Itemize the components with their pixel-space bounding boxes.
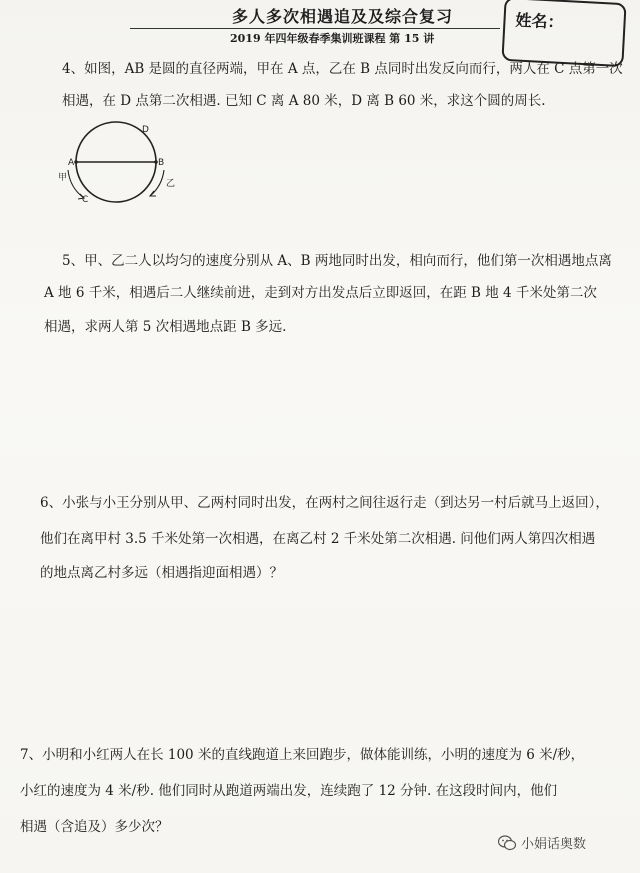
- question-6-line-2: 他们在离甲村 3.5 千米处第一次相遇，在离乙村 2 千米处第二次相遇. 问他们两人第四次相遇: [40, 531, 596, 547]
- watermark: [498, 833, 586, 852]
- header-divider: [130, 28, 500, 29]
- arrow-yi: [150, 170, 164, 196]
- watermark-text: 小娟话奥数: [521, 837, 587, 852]
- page-subtitle: 2019 年四年级春季集训班课程 第 15 讲: [230, 32, 435, 45]
- question-6-line-3: 的地点离乙村多远（相遇指迎面相遇）？: [40, 565, 283, 581]
- page-title: 多人多次相遇追及及综合复习: [232, 7, 454, 26]
- question-5-line-3: 相遇，求两人第 5 次相遇地点距 B 多远.: [44, 319, 287, 335]
- question-5-line-2: A 地 6 千米，相遇后二人继续前进，走到对方出发点后立即返回，在距 B 地 4 千米处第二次: [44, 285, 597, 301]
- question-7-line-1: 7、小明和小红两人在长 100 米的直线跑道上来回跑步，做体能训练，小明的速度为 6 米/秒，: [20, 747, 585, 763]
- question-4-line-2: 相遇，在 D 点第二次相遇. 已知 C 离 A 80 米，D 离 B 60 米，求这个圆的周长.: [62, 93, 546, 109]
- circle-diagram-svg: [56, 120, 186, 210]
- question-7-line-3: 相遇（含追及）多少次？: [20, 819, 169, 835]
- question-4-line-1: 4、如图，AB 是圆的直径两端，甲在 A 点，乙在 B 点同时出发反向而行，两人在 C 点第一次: [62, 61, 623, 77]
- name-label: 姓名：: [515, 10, 565, 32]
- circle-diagram: [56, 120, 186, 210]
- arrow-jia: [68, 170, 84, 198]
- point-a: [74, 160, 78, 164]
- question-5-line-1: 5、甲、乙二人以均匀的速度分别从 A、B 两地同时出发，相向而行，他们第一次相遇地点离: [62, 253, 612, 269]
- label-b: B: [158, 158, 165, 168]
- label-yi: 乙: [166, 179, 176, 189]
- wechat-icon: [498, 835, 516, 851]
- question-6-line-1: 6、小张与小王分别从甲、乙两村同时出发，在两村之间往返行走（到达另一村后就马上返回），: [40, 495, 609, 511]
- label-a: A: [68, 158, 75, 168]
- label-jia: 甲: [58, 173, 68, 183]
- question-7-line-2: 小红的速度为 4 米/秒. 他们同时从跑道两端出发，连续跑了 12 分钟. 在这段时间内，他们: [20, 783, 558, 799]
- label-c: C: [82, 195, 89, 205]
- label-d: D: [142, 125, 149, 135]
- name-box: [501, 0, 626, 67]
